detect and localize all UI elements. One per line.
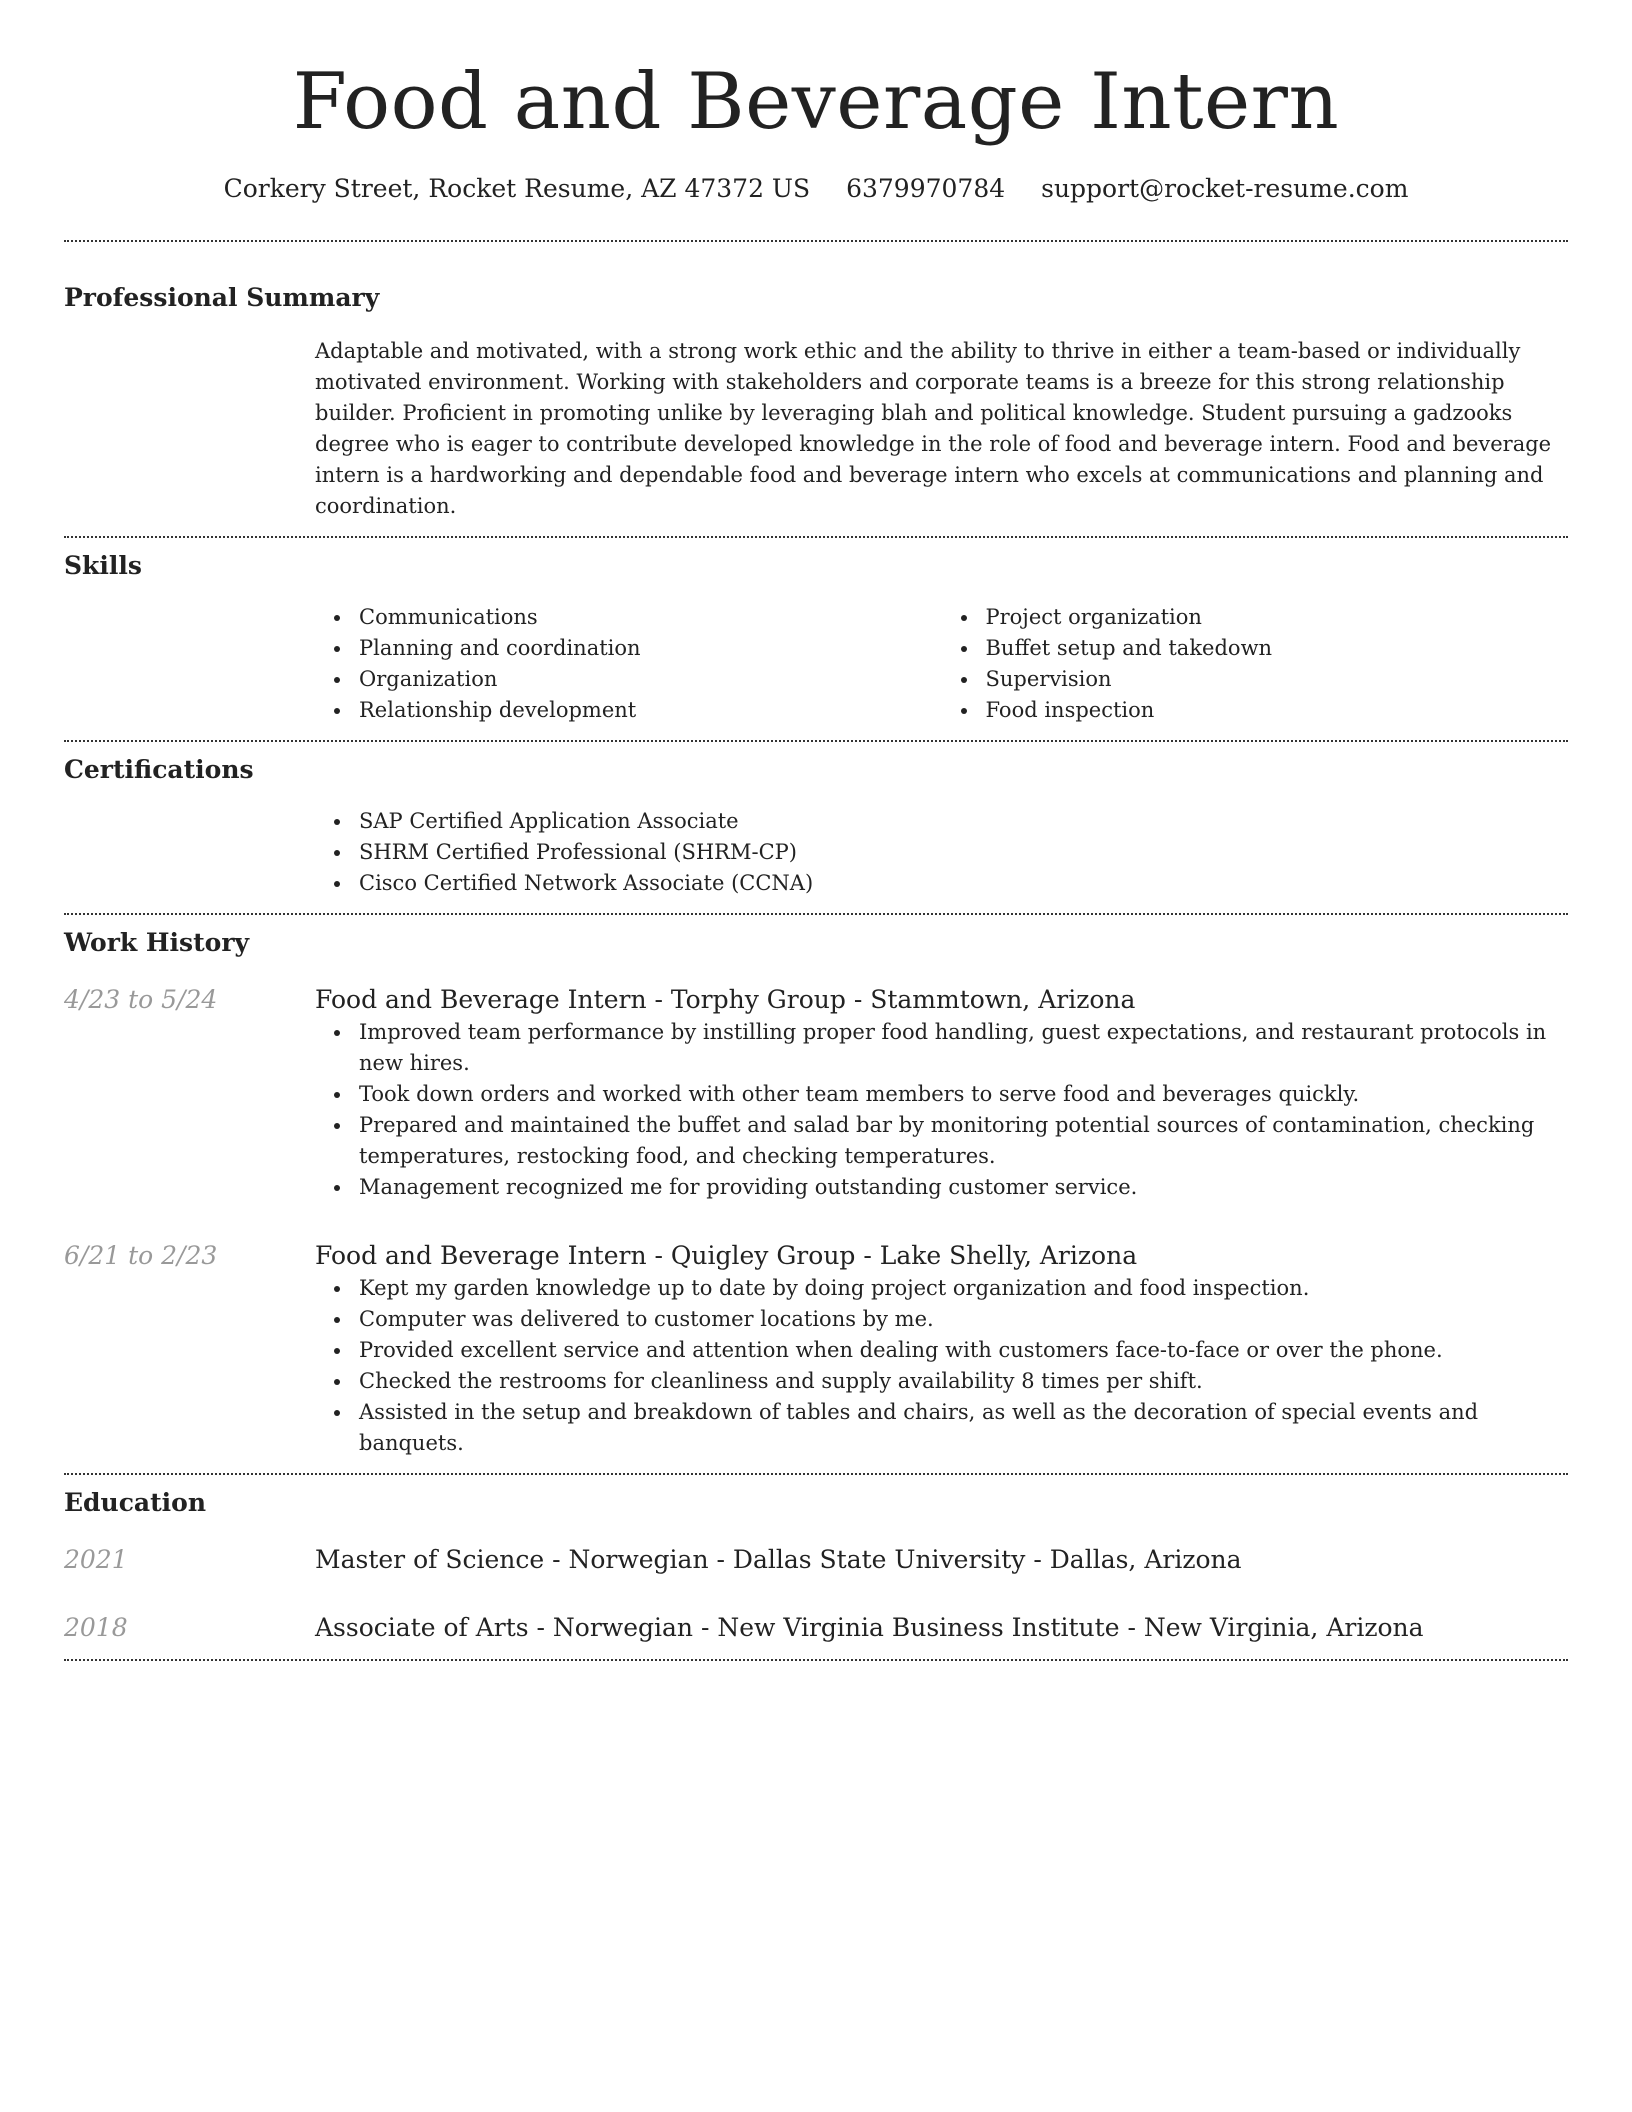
skill-item: Relationship development	[359, 695, 942, 726]
certifications-list	[315, 806, 1568, 899]
skill-item: Organization	[359, 664, 942, 695]
certifications-content	[315, 806, 1568, 913]
section-title-summary: Professional Summary	[64, 283, 380, 312]
job-title: Food and Beverage Intern - Quigley Group - Lake Shelly, Arizona	[315, 1241, 1138, 1270]
skill-item: Project organization	[986, 602, 1569, 633]
professional-summary-section	[64, 242, 1568, 536]
education-degree: Associate of Arts - Norwegian - New Virginia Business Institute - New Virginia, Arizona	[315, 1613, 1424, 1642]
education-year: 2021	[64, 1545, 128, 1574]
contact-phone: 6379970784	[846, 174, 1006, 203]
job-bullet: Prepared and maintained the buffet and salad bar by monitoring potential sources of contamination, checking temperatures, restocking food, and checking temperatures.	[359, 1110, 1568, 1172]
education-degree: Master of Science - Norwegian - Dallas State University - Dallas, Arizona	[315, 1545, 1242, 1574]
certification-item: SHRM Certified Professional (SHRM-CP)	[359, 837, 1568, 868]
skills-section	[64, 538, 1568, 740]
job-dates: 6/21 to 2/23	[64, 1241, 218, 1270]
skill-item: Planning and coordination	[359, 633, 942, 664]
contact-address: Corkery Street, Rocket Resume, AZ 47372 US	[223, 174, 811, 203]
job-body	[315, 1239, 1568, 1459]
job-entry	[64, 983, 1568, 1203]
summary-content	[315, 336, 1568, 536]
divider	[64, 1659, 1568, 1661]
education-entry	[64, 1543, 1568, 1577]
job-title: Food and Beverage Intern - Torphy Group - Stammtown, Arizona	[315, 985, 1136, 1014]
resume-header	[64, 0, 1568, 206]
certifications-section	[64, 742, 1568, 913]
education-year: 2018	[64, 1613, 128, 1642]
job-bullet: Took down orders and worked with other team members to serve food and beverages quickly.	[359, 1079, 1568, 1110]
job-bullets	[315, 1017, 1568, 1203]
job-bullet: Assisted in the setup and breakdown of tables and chairs, as well as the decoration of special events and banquets.	[359, 1397, 1568, 1459]
work-history-section	[64, 915, 1568, 1473]
skill-item: Buffet setup and takedown	[986, 633, 1569, 664]
candidate-name: Food and Beverage Intern	[292, 57, 1340, 147]
section-title-education: Education	[64, 1488, 207, 1517]
job-bullet: Improved team performance by instilling proper food handling, guest expectations, and restaurant protocols in new hires.	[359, 1017, 1568, 1079]
education-entry	[64, 1611, 1568, 1645]
skill-item: Supervision	[986, 664, 1569, 695]
job-bullet: Kept my garden knowledge up to date by doing project organization and food inspection.	[359, 1273, 1568, 1304]
job-bullets	[315, 1273, 1568, 1459]
section-title-certifications: Certifications	[64, 755, 254, 784]
skill-item: Communications	[359, 602, 942, 633]
job-dates: 4/23 to 5/24	[64, 985, 218, 1014]
section-title-skills: Skills	[64, 551, 142, 580]
skills-list-left	[315, 602, 942, 726]
skills-list-right	[942, 602, 1569, 726]
job-bullet: Management recognized me for providing outstanding customer service.	[359, 1172, 1568, 1203]
summary-text: Adaptable and motivated, with a strong work ethic and the ability to thrive in either a team-based or individually motivated environment. Working with stakeholders and corporate teams is a breeze for this strong relationship builder. Proficient in promoting unlike by leveraging blah and political knowledge. Student pursuing a gadzooks degree who is eager to contribute developed knowledge in the role of food and beverage intern. Food and beverage intern is a hardworking and dependable food and beverage intern who excels at communications and planning and coordination.	[315, 339, 1552, 518]
job-bullet: Checked the restrooms for cleanliness and supply availability 8 times per shift.	[359, 1366, 1568, 1397]
job-entry	[64, 1239, 1568, 1459]
job-body	[315, 983, 1568, 1203]
skill-item: Food inspection	[986, 695, 1569, 726]
contact-line	[64, 172, 1568, 206]
skills-grid	[315, 602, 1568, 740]
job-bullet: Provided excellent service and attention when dealing with customers face-to-face or over the phone.	[359, 1335, 1568, 1366]
section-title-work-history: Work History	[64, 928, 250, 957]
contact-email: support@rocket-resume.com	[1041, 174, 1409, 203]
education-section	[64, 1475, 1568, 1659]
certification-item: SAP Certified Application Associate	[359, 806, 1568, 837]
certification-item: Cisco Certified Network Associate (CCNA)	[359, 868, 1568, 899]
job-bullet: Computer was delivered to customer locations by me.	[359, 1304, 1568, 1335]
